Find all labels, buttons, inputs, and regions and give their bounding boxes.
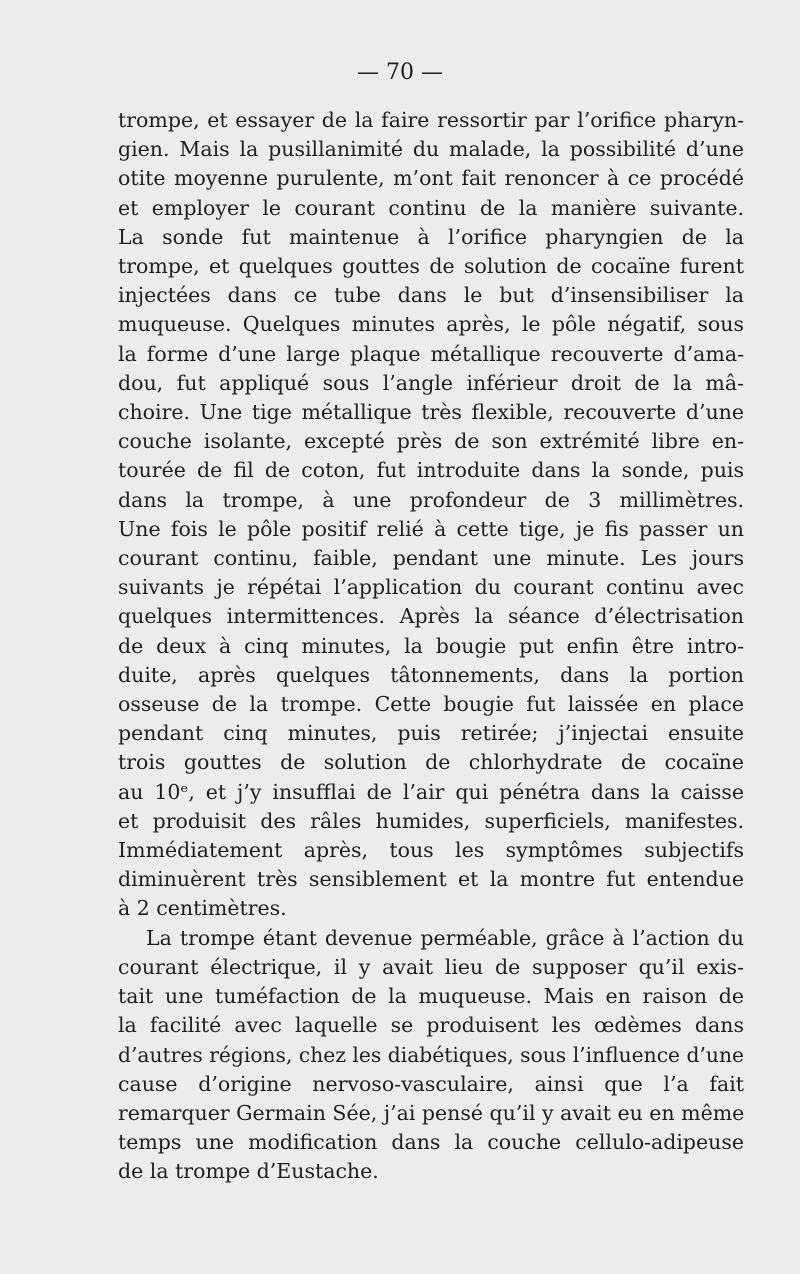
text-line: Une fois le pôle positif relié à cette tige, je fis passer un <box>118 516 744 541</box>
text-line: dou, fut appliqué sous l’angle inférieur droit de la mâ- <box>118 370 744 395</box>
text-line: otite moyenne purulente, m’ont fait renoncer à ce procédé <box>118 166 744 191</box>
text-line: injectées dans ce tube dans le but d’insensibiliser la <box>118 283 744 308</box>
text-line: et employer le courant continu de la manière suivante. <box>118 195 744 220</box>
text-line: tourée de fil de coton, fut introduite dans la sonde, puis <box>118 458 744 483</box>
text-line: à 2 centimètres. <box>118 896 287 921</box>
text-line: gien. Mais la pusillanimité du malade, la possibilité d’une <box>118 137 744 162</box>
text-line: tait une tuméfaction de la muqueuse. Mais en raison de <box>118 984 744 1009</box>
text-line: osseuse de la trompe. Cette bougie fut laissée en place <box>118 692 744 717</box>
paragraph <box>118 106 744 924</box>
text-line: de la trompe d’Eustache. <box>118 1159 379 1184</box>
text-line: Immédiatement après, tous les symptômes subjectifs <box>118 838 744 863</box>
text-line: d’autres régions, chez les diabétiques, sous l’influence d’une <box>118 1042 744 1067</box>
text-line: quelques intermittences. Après la séance d’électrisation <box>118 604 744 629</box>
page-number: — 70 — <box>357 60 443 85</box>
text-line: courant continu, faible, pendant une minute. Les jours <box>118 546 744 571</box>
text-line: La trompe étant devenue perméable, grâce à l’action du <box>146 925 744 950</box>
text-line: de deux à cinq minutes, la bougie put enfin être intro- <box>118 633 744 658</box>
text-line: choire. Une tige métallique très flexible, recouverte d’une <box>118 400 744 425</box>
text-line: au 10ᵉ, et j’y insufflai de l’air qui pénétra dans la caisse <box>118 779 744 804</box>
text-line: courant électrique, il y avait lieu de supposer qu’il exis- <box>118 954 744 979</box>
text-line: la forme d’une large plaque métallique recouverte d’ama- <box>118 341 744 366</box>
text-line: la facilité avec laquelle se produisent les œdèmes dans <box>118 1013 744 1038</box>
text-line: muqueuse. Quelques minutes après, le pôle négatif, sous <box>118 312 744 337</box>
text-line: trois gouttes de solution de chlorhydrate de cocaïne <box>118 750 744 775</box>
text-line: couche isolante, excepté près de son extrémité libre en- <box>118 429 744 454</box>
text-line: dans la trompe, à une profondeur de 3 millimètres. <box>118 487 744 512</box>
text-line: diminuèrent très sensiblement et la montre fut entendue <box>118 867 744 892</box>
text-line: duite, après quelques tâtonnements, dans la portion <box>118 662 744 687</box>
text-line: cause d’origine nervoso-vasculaire, ainsi que l’a fait <box>118 1071 744 1096</box>
text-line: trompe, et essayer de la faire ressortir par l’orifice pharyn- <box>118 108 744 132</box>
text-line: et produisit des râles humides, superficiels, manifestes. <box>118 808 744 833</box>
paragraph <box>118 924 744 1187</box>
text-line: suivants je répétai l’application du courant continu avec <box>118 575 744 600</box>
text-line: pendant cinq minutes, puis retirée; j’injectai ensuite <box>118 721 744 746</box>
body-text <box>118 106 744 1187</box>
text-line: temps une modification dans la couche cellulo-adipeuse <box>118 1130 744 1155</box>
text-line: trompe, et quelques gouttes de solution de cocaïne furent <box>118 254 744 279</box>
text-line: remarquer Germain Sée, j’ai pensé qu’il y avait eu en même <box>118 1100 744 1125</box>
text-line: La sonde fut maintenue à l’orifice pharyngien de la <box>118 224 744 249</box>
